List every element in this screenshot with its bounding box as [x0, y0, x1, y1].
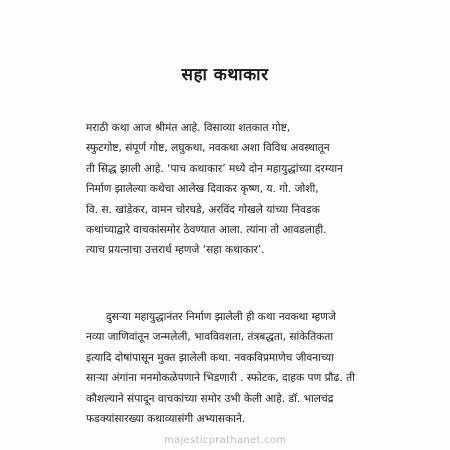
watermark-url: majesticprathanet.com	[164, 435, 287, 446]
text-line: फडक्यांसारख्या कथाव्यासंगी अभ्यासकाने.	[86, 413, 246, 426]
text-line: स्फुटगोष्ट, संपूर्ण गोष्ट, लघुकथा, नवकथा अशा विविध अवस्थातून	[86, 142, 330, 155]
text-line: त्याच प्रयत्नाचा उत्तरार्ध म्हणजे ‘सहा कथाकार’.	[86, 244, 265, 257]
text-line: कौशल्याने संपादून वाचकांच्या समोर उभी केली आहे. डॉ. भालचंद्र	[86, 392, 334, 405]
paragraph-2	[86, 307, 420, 429]
text-line: वि. स. खांडेकर, वामन चोरघडे, अरविंद गोखले यांच्या निवडक	[86, 203, 320, 216]
text-line: साऱ्या अंगांना मनमोकळेपणाने भिडणारी . स्फोटक, दाहक पण प्रौढ. ती	[86, 372, 355, 385]
text-line: कथांच्याद्वारे वाचकांसमोर ठेवण्यात आला. त्यांना तो आवडलाही.	[86, 224, 327, 237]
text-line: निर्माण झालेल्या कथेचा आलेख दिवाकर कृष्ण, य. गो. जोशी,	[86, 183, 319, 196]
page-title: सहा कथाकार	[181, 65, 269, 85]
paragraph-1	[86, 118, 420, 261]
text-line: मराठी कथा आज श्रीमंत आहे. विसाव्या शतकात गोष्ट,	[86, 122, 291, 134]
text-line: नव्या जाणिवांतून जन्मलेली, भावविवशता, तंत्रबद्धता, सांकेतिकता	[86, 331, 334, 344]
text-line: इत्यादि दोषांपासून मुक्त झालेली कथा. नवकविप्रमाणेच जीवनाच्या	[86, 351, 334, 364]
text-line: दुसऱ्या महायुद्धानंतर निर्माण झालेली ही कथा नवकथा म्हणजे	[106, 311, 336, 323]
text-line: ती सिद्ध झाली आहे. ‘पाच कथाकार’ मध्ये दोन महायुद्धांच्या दरम्यान	[86, 162, 344, 175]
